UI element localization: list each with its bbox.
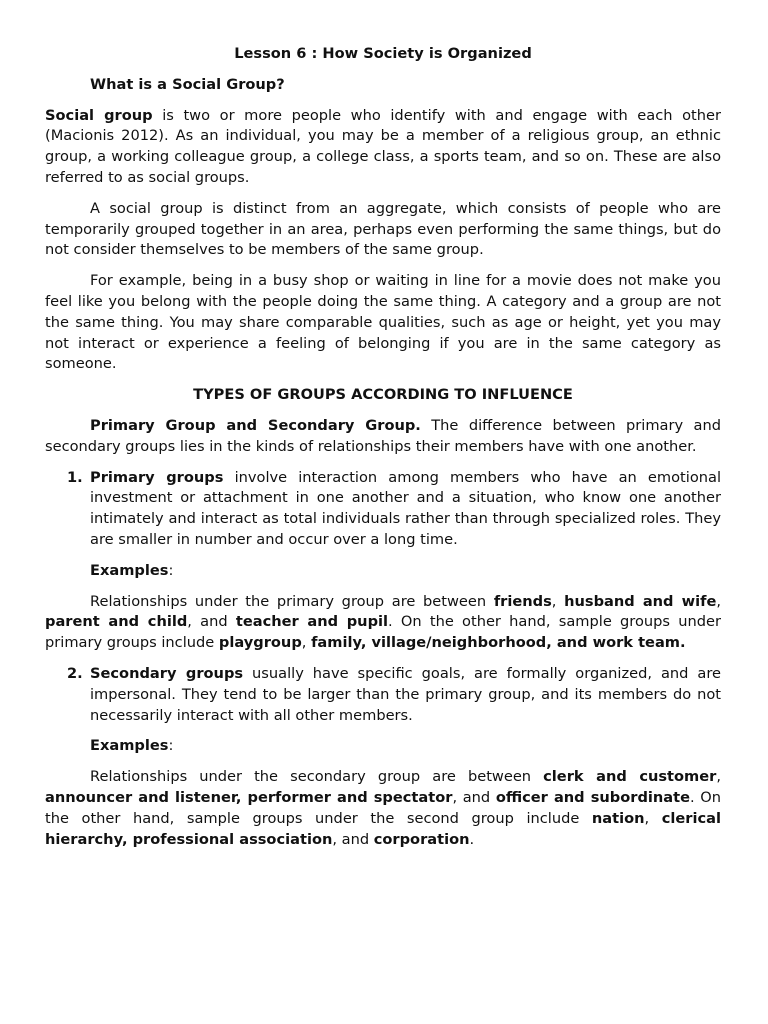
term-primary-secondary: Primary Group and Secondary Group. bbox=[90, 416, 421, 434]
list-number: 2. bbox=[67, 664, 83, 682]
examples-label-2: Examples: bbox=[90, 737, 174, 755]
section-heading: TYPES OF GROUPS ACCORDING TO INFLUENCE bbox=[193, 386, 573, 404]
term-social-group: Social group bbox=[45, 106, 153, 124]
paragraph-definition: Social group is two or more people who identify with and engage with each other (Macionis 2012). As an individual, you may be a member of a religious group, an ethnic group, a working colleague group, a college class, a sports team, and so on. These are also referred to as social groups. bbox=[45, 106, 721, 186]
examples-label-1: Examples: bbox=[90, 561, 174, 579]
paragraph-primary-secondary: Primary Group and Secondary Group. The difference between primary and secondary groups lies in the kinds of relationships their members have with one another. bbox=[45, 416, 721, 455]
list-number: 1. bbox=[67, 468, 83, 486]
term-secondary-groups: Secondary groups bbox=[90, 664, 244, 682]
document-page bbox=[45, 44, 721, 850]
heading-social-group: What is a Social Group? bbox=[90, 75, 285, 93]
list-item-secondary-groups: 2. Secondary groups usually have specific goals, are formally organized, and are impersonal. They tend to be larger than the primary group, and its members do not necessarily interact with all other members. bbox=[67, 664, 721, 724]
paragraph-example: For example, being in a busy shop or waiting in line for a movie does not make you feel like you belong with the people doing the same thing. A category and a group are not the same thing. You may share comparable qualities, such as age or height, yet you may not interact or experience a feeling of belonging if you are in the same category as someone. bbox=[45, 272, 721, 373]
paragraph-primary-relationships: Relationships under the primary group are between friends, husband and wife, parent and child, and teacher and pupil. On the other hand, sample groups under primary groups include playgroup, family, village/neighborhood, and work team. bbox=[45, 592, 721, 652]
paragraph-secondary-relationships: Relationships under the secondary group are between clerk and customer, announcer and listener, performer and spectator, and officer and subordinate. On the other hand, sample groups under the second group include nation, clerical hierarchy, professional association, and corporation. bbox=[45, 768, 722, 848]
lesson-title: Lesson 6 : How Society is Organized bbox=[234, 45, 532, 62]
paragraph-aggregate: A social group is distinct from an aggregate, which consists of people who are temporarily grouped together in an area, perhaps even performing the same things, but do not consider themselves to be members of the same group. bbox=[45, 199, 721, 259]
term-primary-groups: Primary groups bbox=[90, 468, 224, 486]
list-item-primary-groups: 1. Primary groups involve interaction among members who have an emotional investment or attachment in one another and a situation, who know one another intimately and interact as total individuals rather than through specialized roles. They are smaller in number and occur over a long time. bbox=[67, 468, 722, 548]
